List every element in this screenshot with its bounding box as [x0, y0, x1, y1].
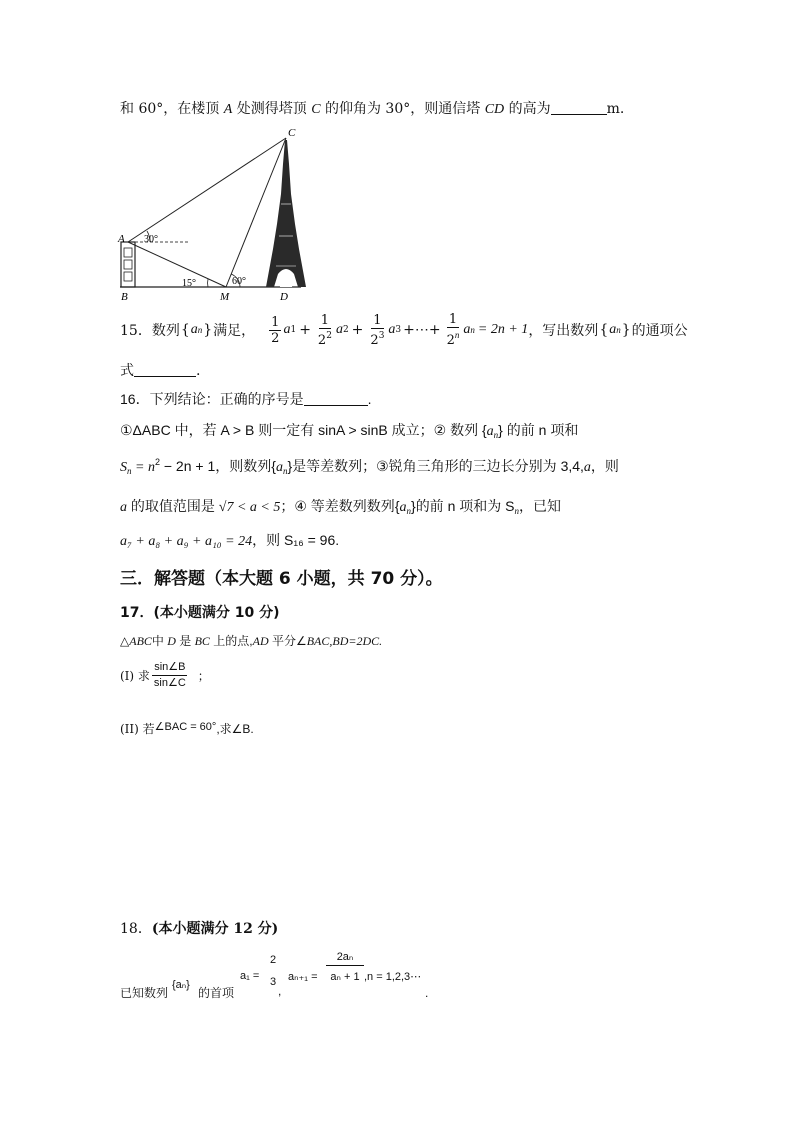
- text: 是等差数列；③锐角三角形的三边长分别为 3,4,: [292, 458, 584, 474]
- seq-a: a: [609, 322, 617, 337]
- var: a: [283, 322, 291, 337]
- q16-line1: ①ΔABC 中，若 A > B 则一定有 sinA > sinB 成立；② 数列 $\{a_n\}$ 的前 n 项和: [120, 422, 579, 440]
- text: ，已知: [518, 498, 561, 514]
- den: 2: [446, 333, 455, 348]
- section-heading: 三．解答题（本大题 6 小题，共 70 分）。: [120, 569, 443, 589]
- num: 1: [271, 314, 280, 330]
- sup: 3: [378, 330, 385, 341]
- equation: a₇ + a₈ + a₉ + a₁₀ = 24: [120, 534, 253, 549]
- text: ①ΔABC 中，若 A > B 则一定有 sinA > sinB 成立；② 数列: [120, 422, 479, 438]
- text: (II) 若: [120, 722, 155, 736]
- building-window: [124, 260, 132, 269]
- text: ABC: [129, 634, 152, 648]
- var: S: [120, 460, 127, 475]
- text: = n: [131, 460, 155, 475]
- num: 2aₙ: [326, 950, 364, 966]
- answer-blank: [304, 391, 368, 406]
- text: 上的点,: [209, 634, 253, 648]
- text: 18．: [120, 921, 152, 937]
- text: 是: [175, 634, 195, 648]
- text: (I) 求: [120, 669, 150, 683]
- text: .: [196, 363, 201, 379]
- q15-line2: [120, 360, 200, 380]
- dots: +⋯+: [403, 322, 441, 338]
- var-C: C: [311, 102, 321, 117]
- den: 2: [370, 332, 379, 348]
- condition: ∠BAC = 60°: [154, 721, 217, 733]
- building: [121, 242, 135, 287]
- text: 的仰角为 30°，则通信塔: [320, 101, 485, 117]
- sub: 1: [290, 325, 297, 335]
- rhs: = 2n + 1: [477, 322, 529, 337]
- text: 的高为: [504, 101, 551, 117]
- text: 处测得塔顶: [232, 101, 312, 117]
- label-B: B: [121, 291, 128, 303]
- den: sin∠C: [153, 677, 186, 689]
- sub: n: [616, 325, 621, 335]
- text: 和 60°，在楼顶: [120, 101, 224, 117]
- sub: n: [197, 325, 203, 335]
- den: 2: [317, 332, 327, 348]
- label-angle-15: 15°: [182, 278, 196, 289]
- q17-title: 17．(本小题满分 10 分): [120, 605, 280, 621]
- frac-term2: [316, 313, 334, 348]
- text: BC: [194, 634, 210, 648]
- text: 的前 n 项和为 S: [415, 498, 515, 514]
- text: BAC,BD=2DC.: [306, 634, 383, 648]
- label-angle-30: 30°: [144, 234, 158, 245]
- var: a: [388, 322, 396, 337]
- sup: n: [454, 330, 460, 340]
- unit: m.: [606, 101, 625, 117]
- var: a: [583, 460, 591, 475]
- text: 已知数列: [120, 986, 169, 1000]
- text: ；: [197, 669, 210, 683]
- q17-part1: [120, 660, 210, 691]
- num: sin∠B: [152, 660, 187, 676]
- num: 1: [373, 312, 382, 328]
- seq: {aₙ}: [172, 979, 190, 991]
- q16-line4: [120, 530, 339, 550]
- q16-prompt: [120, 389, 371, 409]
- seq-a: a: [190, 322, 198, 337]
- text: − 2n + 1，则数列: [159, 458, 272, 474]
- var: a: [463, 322, 471, 337]
- text: .: [367, 391, 372, 407]
- q16-line3: a 的取值范围是 √7 < a < 5；④ 等差数列数列$\{a_n\}$的前 n 项和为 $S_n$，已知: [120, 498, 561, 516]
- sub: 2: [342, 325, 349, 335]
- inequality: √7 < a < 5: [218, 500, 281, 515]
- text: (本小题满分 12 分): [151, 921, 279, 937]
- label-C: C: [288, 127, 296, 139]
- line-AC: [128, 138, 286, 242]
- text: AD: [252, 634, 269, 648]
- den: 3: [270, 976, 277, 988]
- frac-sin-ratio: [152, 660, 188, 691]
- text: ，则 S₁₆ = 96.: [252, 532, 340, 548]
- var-CD: CD: [484, 102, 505, 117]
- eiffel-tower-icon: [266, 140, 306, 287]
- text: 式: [120, 363, 134, 379]
- q18-title: [120, 918, 278, 938]
- num: 2: [270, 954, 277, 966]
- text: 平分∠: [268, 634, 307, 648]
- building-window: [124, 248, 132, 257]
- top-line: [120, 98, 624, 118]
- text: ,: [278, 984, 282, 998]
- line-AM: [128, 242, 226, 287]
- text: ，写出数列: [528, 323, 599, 339]
- frac-term3: [368, 313, 386, 348]
- answer-blank: [551, 100, 607, 115]
- den: 2: [271, 330, 280, 346]
- text: D: [167, 634, 176, 648]
- text: ，则: [590, 458, 619, 474]
- text: 中: [151, 634, 168, 648]
- triangle-icon: △: [120, 634, 130, 648]
- rec-lhs: aₙ₊₁ =: [288, 971, 318, 983]
- text: ,求∠B.: [216, 722, 254, 736]
- tower-figure: [116, 124, 316, 304]
- text: 满足，: [213, 323, 256, 339]
- a1-frac: [270, 954, 276, 988]
- text: 的通项公: [631, 323, 688, 339]
- frac-term1: [269, 315, 281, 346]
- label-D: D: [280, 291, 288, 303]
- q17-part2: [120, 720, 254, 737]
- var-A: A: [223, 102, 233, 117]
- text: ；④ 等差数列数列: [280, 498, 395, 514]
- label-A: A: [118, 233, 125, 245]
- var: a: [120, 500, 127, 515]
- num: 1: [448, 312, 458, 327]
- text: 的首项: [198, 986, 235, 1000]
- q18-stem: [120, 950, 440, 1000]
- text: 的前 n 项和: [506, 422, 579, 438]
- q16-line2: $S_n = n^2 - 2n + 1$，则数列$\{a_n\}$是等差数列；③锐角三角形的三边长分别为 3,4,a，则: [120, 457, 619, 476]
- text: .: [425, 986, 429, 1000]
- label-M: M: [220, 291, 230, 303]
- frac-termn: [445, 312, 462, 348]
- q15-number: 15．数列: [120, 323, 180, 339]
- q15-line1: 15．数列 { a n } 满足， $\frac{1}{2}$ a 1 + $\frac{1}{2^2}$ a 2 + $\frac{1}{2^3}$ a 3 +⋯+ $\frac{1}{2^n}$ a n = 2n + 1 ，写出数列 { a n } 的通项公: [120, 312, 688, 348]
- label-angle-60: 60°: [232, 276, 246, 287]
- sub: n: [470, 325, 475, 335]
- answer-blank: [134, 362, 196, 377]
- num: 1: [320, 312, 330, 328]
- var: a: [335, 322, 343, 337]
- q17-stem: [120, 632, 382, 649]
- rec-tail: ,n = 1,2,3⋯: [364, 971, 422, 983]
- rec-frac: [326, 950, 364, 983]
- den: aₙ + 1: [330, 971, 360, 983]
- building-window: [124, 272, 132, 281]
- sub: 3: [395, 325, 402, 335]
- text: 的取值范围是: [127, 498, 219, 514]
- a1-lhs: a₁ =: [240, 970, 260, 982]
- text: 16．下列结论：正确的序号是: [120, 391, 304, 407]
- sup: 2: [326, 330, 332, 341]
